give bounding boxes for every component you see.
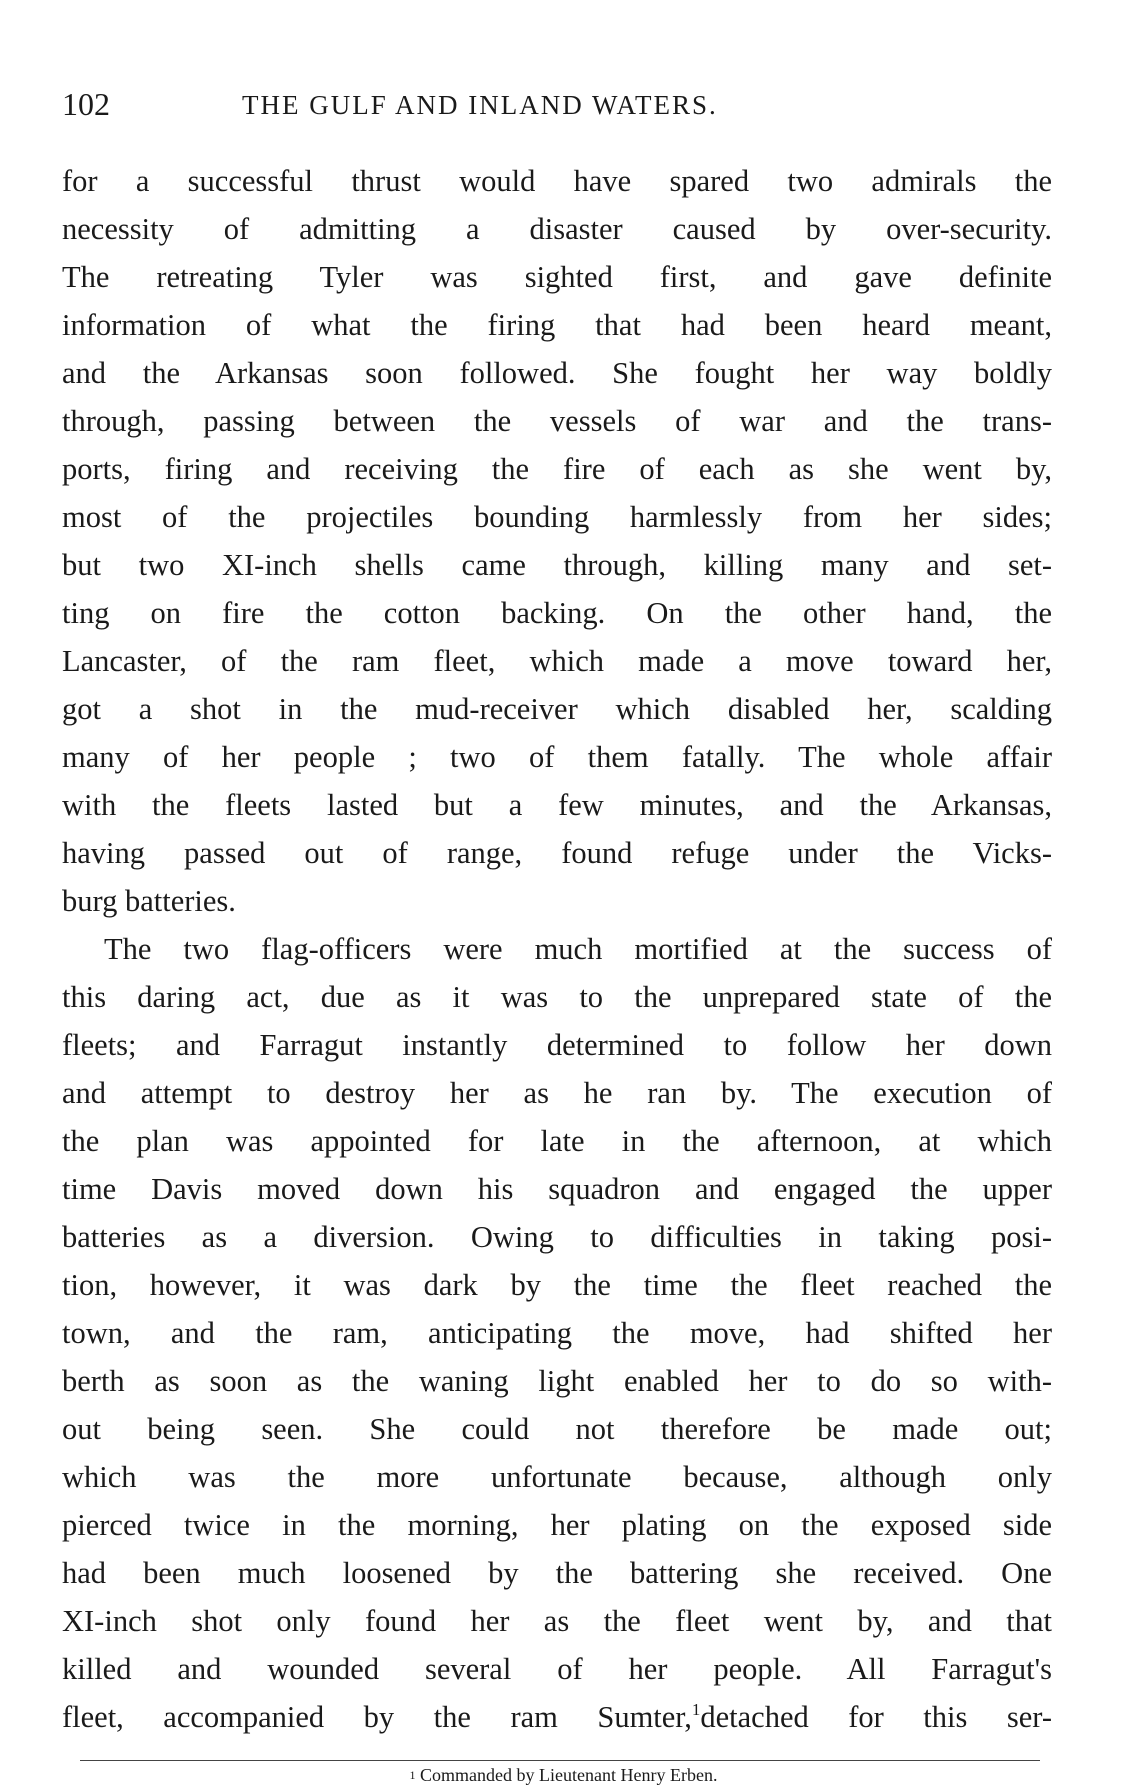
text-line: which was the more unfortunate because, although only <box>62 1460 1052 1494</box>
text-line: the plan was appointed for late in the afternoon, at which <box>62 1124 1052 1158</box>
page-number: 102 <box>62 86 110 122</box>
text-line: killed and wounded several of her people. All Farragut's <box>62 1652 1052 1686</box>
text-line: got a shot in the mud-receiver which disabled her, scalding <box>62 692 1052 726</box>
text-line: and the Arkansas soon followed. She fought her way boldly <box>62 356 1052 390</box>
text-line: The retreating Tyler was sighted first, and gave definite <box>62 260 1052 294</box>
text-line: tion, however, it was dark by the time the fleet reached the <box>62 1268 1052 1302</box>
text-line: necessity of admitting a disaster caused by over-security. <box>62 212 1052 246</box>
text-line: through, passing between the vessels of war and the trans- <box>62 404 1052 438</box>
text-line: town, and the ram, anticipating the move, had shifted her <box>62 1316 1052 1350</box>
text-line: this daring act, due as it was to the unprepared state of the <box>62 980 1052 1014</box>
text-line: The two flag-officers were much mortified at the success of <box>104 932 1052 966</box>
paragraph-2 <box>62 925 1052 1741</box>
text-line: information of what the firing that had been heard meant, <box>62 308 1052 342</box>
text-line: fleets; and Farragut instantly determined to follow her down <box>62 1028 1052 1062</box>
running-title: THE GULF AND INLAND WATERS. <box>242 90 718 120</box>
text-line: but two XI-inch shells came through, killing many and set- <box>62 548 1052 582</box>
text-line: Lancaster, of the ram fleet, which made a move toward her, <box>62 644 1052 678</box>
body-text <box>62 157 1052 1741</box>
text-line: ting on fire the cotton backing. On the other hand, the <box>62 596 1052 630</box>
text-line: time Davis moved down his squadron and engaged the upper <box>62 1172 1052 1206</box>
running-head <box>62 84 1058 124</box>
text-line: ports, firing and receiving the fire of each as she went by, <box>62 452 1052 486</box>
line-text-before-note: fleet, accompanied by the ram Sumter, <box>62 1700 692 1734</box>
text-line: XI-inch shot only found her as the fleet went by, and that <box>62 1604 1052 1638</box>
text-line: had been much loosened by the battering she received. One <box>62 1556 1052 1590</box>
text-line: most of the projectiles bounding harmlessly from her sides; <box>62 500 1052 534</box>
text-line: burg batteries. <box>62 884 236 918</box>
text-line: pierced twice in the morning, her plating on the exposed side <box>62 1508 1052 1542</box>
text-line: batteries as a diversion. Owing to difficulties in taking posi- <box>62 1220 1052 1254</box>
text-line-with-note <box>62 1693 1052 1741</box>
text-line: with the fleets lasted but a few minutes, and the Arkansas, <box>62 788 1052 822</box>
footnote-divider <box>80 1760 1040 1761</box>
text-line: having passed out of range, found refuge under the Vicks- <box>62 836 1052 870</box>
text-line: berth as soon as the waning light enabled her to do so with- <box>62 1364 1052 1398</box>
paragraph-1 <box>62 157 1052 925</box>
line-text-after-note: detached for this ser- <box>700 1700 1052 1734</box>
footnote <box>0 1766 1127 1784</box>
footnote-marker: 1 <box>409 1768 416 1782</box>
text-line: out being seen. She could not therefore be made out; <box>62 1412 1052 1446</box>
text-line: many of her people ; two of them fatally. The whole affair <box>62 740 1052 774</box>
footnote-reference[interactable]: 1 <box>691 1700 701 1719</box>
text-line: for a successful thrust would have spared two admirals the <box>62 164 1052 198</box>
text-line: and attempt to destroy her as he ran by. The execution of <box>62 1076 1052 1110</box>
footnote-text: Commanded by Lieutenant Henry Erben. <box>420 1765 718 1785</box>
